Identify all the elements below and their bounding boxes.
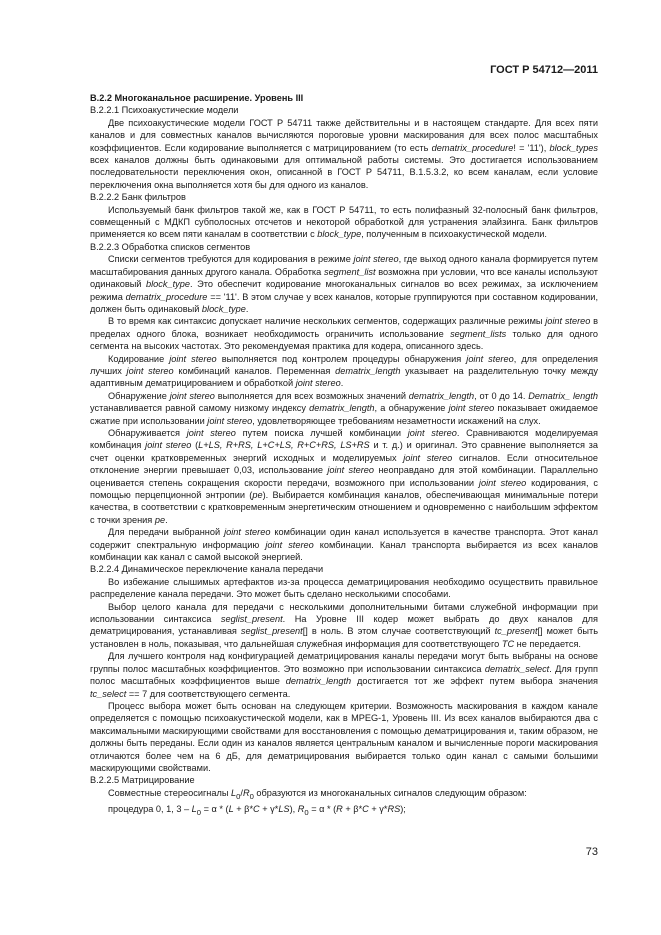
body-paragraph: процедура 0, 1, $3 - L_0 = \alpha * (L + \beta*C + \gamma*LS)$, $R_0 = \alpha * (R + \beta*C + \gamma*RS)$; — [108, 803, 406, 817]
page-number: 73 — [585, 846, 598, 858]
body-paragraph: Во избежание слышимых артефактов из-за процесса дематрицирования необходимо осуществить правильное распределение канала передачи. Это может быть сделано несколькими способами. — [90, 576, 598, 600]
body-paragraph: Две психоакустические модели ГОСТ Р 54711 также действительны и в настоящем стандарте. Для всех пяти каналов и для совместных каналов вычисляются пороговые уровни маскирования для всех полос масштабных коэффициентов. Если кодирование выполняется с матрицированием (то есть dematrix_procedure! = '11'), block_types всех каналов должны быть одинаковыми для оптимальной работы системы. Это достигается использованием последовательности переключения окон, описанной в ГОСТ Р 54711, В.1.5.3.2, ко всем каналам, если условие переключения окна выполняется хотя бы для одного из каналов. — [90, 117, 599, 190]
body-paragraph: Используемый банк фильтров такой же, как в ГОСТ Р 54711, то есть полифазный 32-полосный банк фильтров, совмещенный с МДКП субполосных отсчетов и некоторой обработкой для устранения элайзинга. Банк фильтров применяется ко всем пяти каналам в соответствии с block_type, полученным в психоакустической модели. — [90, 204, 598, 240]
body-paragraph: Кодирование joint stereo выполняется под контролем процедуры обнаружения joint stereo, для определения лучших joint stereo комбинаций каналов. Переменная dematrix_length указывает на разделительную точку между адаптивным дематрицированием и обработкой joint stereo. — [90, 353, 599, 389]
document-header: ГОСТ Р 54712—2011 — [490, 64, 598, 76]
subsection-heading: В.2.2.2 Банк фильтров — [90, 192, 186, 203]
body-paragraph: Процесс выбора может быть основан на следующем критерии. Возможность маскирования в каждом канале определяется с помощью психоакустической модели, как в MPEG-1, Уровень III. Из всех каналов выбираются два с максимальными маскирующими свойствами для восстановления с помощью дематрицирования и, таким образом, не должны быть переданы. Если один из каналов является центральным каналом и вычисленные пороги маскирования отличаются более чем на 6 дБ, для дематрицирования выбирается только один канал с самыми большими маскирующими свойствами. — [90, 700, 598, 773]
subsection-heading: В.2.2.1 Психоакустические модели — [90, 105, 239, 116]
body-paragraph: Для передачи выбранной joint stereo комбинации один канал используется в качестве транспорта. Этот канал содержит спектральную информацию joint stereo комбинации. Канал транспорта выбирается из всех каналов комбинации как канал с самой высокой энергией. — [90, 527, 598, 563]
body-paragraph: Списки сегментов требуются для кодирования в режиме joint stereo, где выход одного канала формируется путем масштабирования данных другого канала. Обработка segment_list возможна при условии, что все каналы используют одинаковый block_type. Это обеспечит кодирование многоканальных сигналов во всех режимах, за исключением режима dematrix_procedure == '11'. В этом случае у всех каналов, которые группируются при составном кодировании, должен быть одинаковый block_type. — [90, 254, 599, 314]
section-heading: В.2.2 Многоканальное расширение. Уровень III — [90, 93, 304, 103]
subsection-heading: В.2.2.3 Обработка списков сегментов — [90, 241, 251, 252]
body-paragraph: В то время как синтаксис допускает наличие нескольких сегментов, содержащих различные режимы joint stereo в пределах одного блока, возникает необходимость ограничить использование segment_lists только для одного сегмента на высоких частотах. Это рекомендуемая практика для кодера, описанного здесь. — [90, 316, 598, 352]
body-paragraph: Для лучшего контроля над конфигурацией дематрицирования каналы передачи могут быть выбраны на основе группы полос масштабных коэффициентов. Это возможно при использовании синтаксиса dematrix_select. Для групп полос масштабных коэффициентов выше dematrix_length достигается тот же эффект путем выбора значения tc_select == 7 для соответствующего сегмента. — [90, 651, 598, 699]
document-body — [90, 92, 598, 819]
body-paragraph: Выбор целого канала для передачи с несколькими дополнительными битами служебной информации при использовании синтаксиса seglist_present. На Уровне III кодер может выбрать до двух каналов для дематрицирования, устанавливая seglist_present[] в ноль. В этом случае соответствующий tc_present[] может быть установлен в ноль, показывая, что дальнейшая служебная информация для соответствующего TC не передается. — [90, 601, 598, 649]
body-paragraph: Совместные стереосигналы $L_0/R_0$ образуются из многоканальных сигналов следующим образом: — [108, 787, 527, 801]
subsection-heading: В.2.2.5 Матрицирование — [90, 775, 195, 786]
subsection-heading: В.2.2.4 Динамическое переключение канала передачи — [90, 564, 324, 575]
body-paragraph: Обнаружение joint stereo выполняется для всех возможных значений dematrix_length, от 0 до 14. Dematrix_ length устанавливается равной самому низкому индексу dematrix_length, а обнаружение joint stereo показывает ожидаемое сжатие при использовании joint stereo, удовлетворяющее требованиям незаметности искажений на слух. — [90, 390, 598, 426]
body-paragraph: Обнаруживается joint stereo путем поиска лучшей комбинации joint stereo. Сравниваются моделируемая комбинация joint stereo (L+LS, R+RS, L+C+LS, R+C+RS, LS+RS и т. д.) и оригинал. Это сравнение выполняется за счет оценки кратковременных энергий исходных и моделируемых joint stereo сигналов. Если относительное отклонение энергии превышает 0,03, использование joint stereo неоправдано для этой комбинации. Параллельно оценивается степень сокращения скорости передачи, возможного при использовании joint stereo кодирования, с помощью перцепционной энтропии (pe). Выбирается комбинация каналов, обеспечивающая минимальные потери качества, в соответствии с кратковременным энергетическим отношением и одновременно с наибольшим эффектом с точки зрения pe. — [90, 427, 599, 525]
